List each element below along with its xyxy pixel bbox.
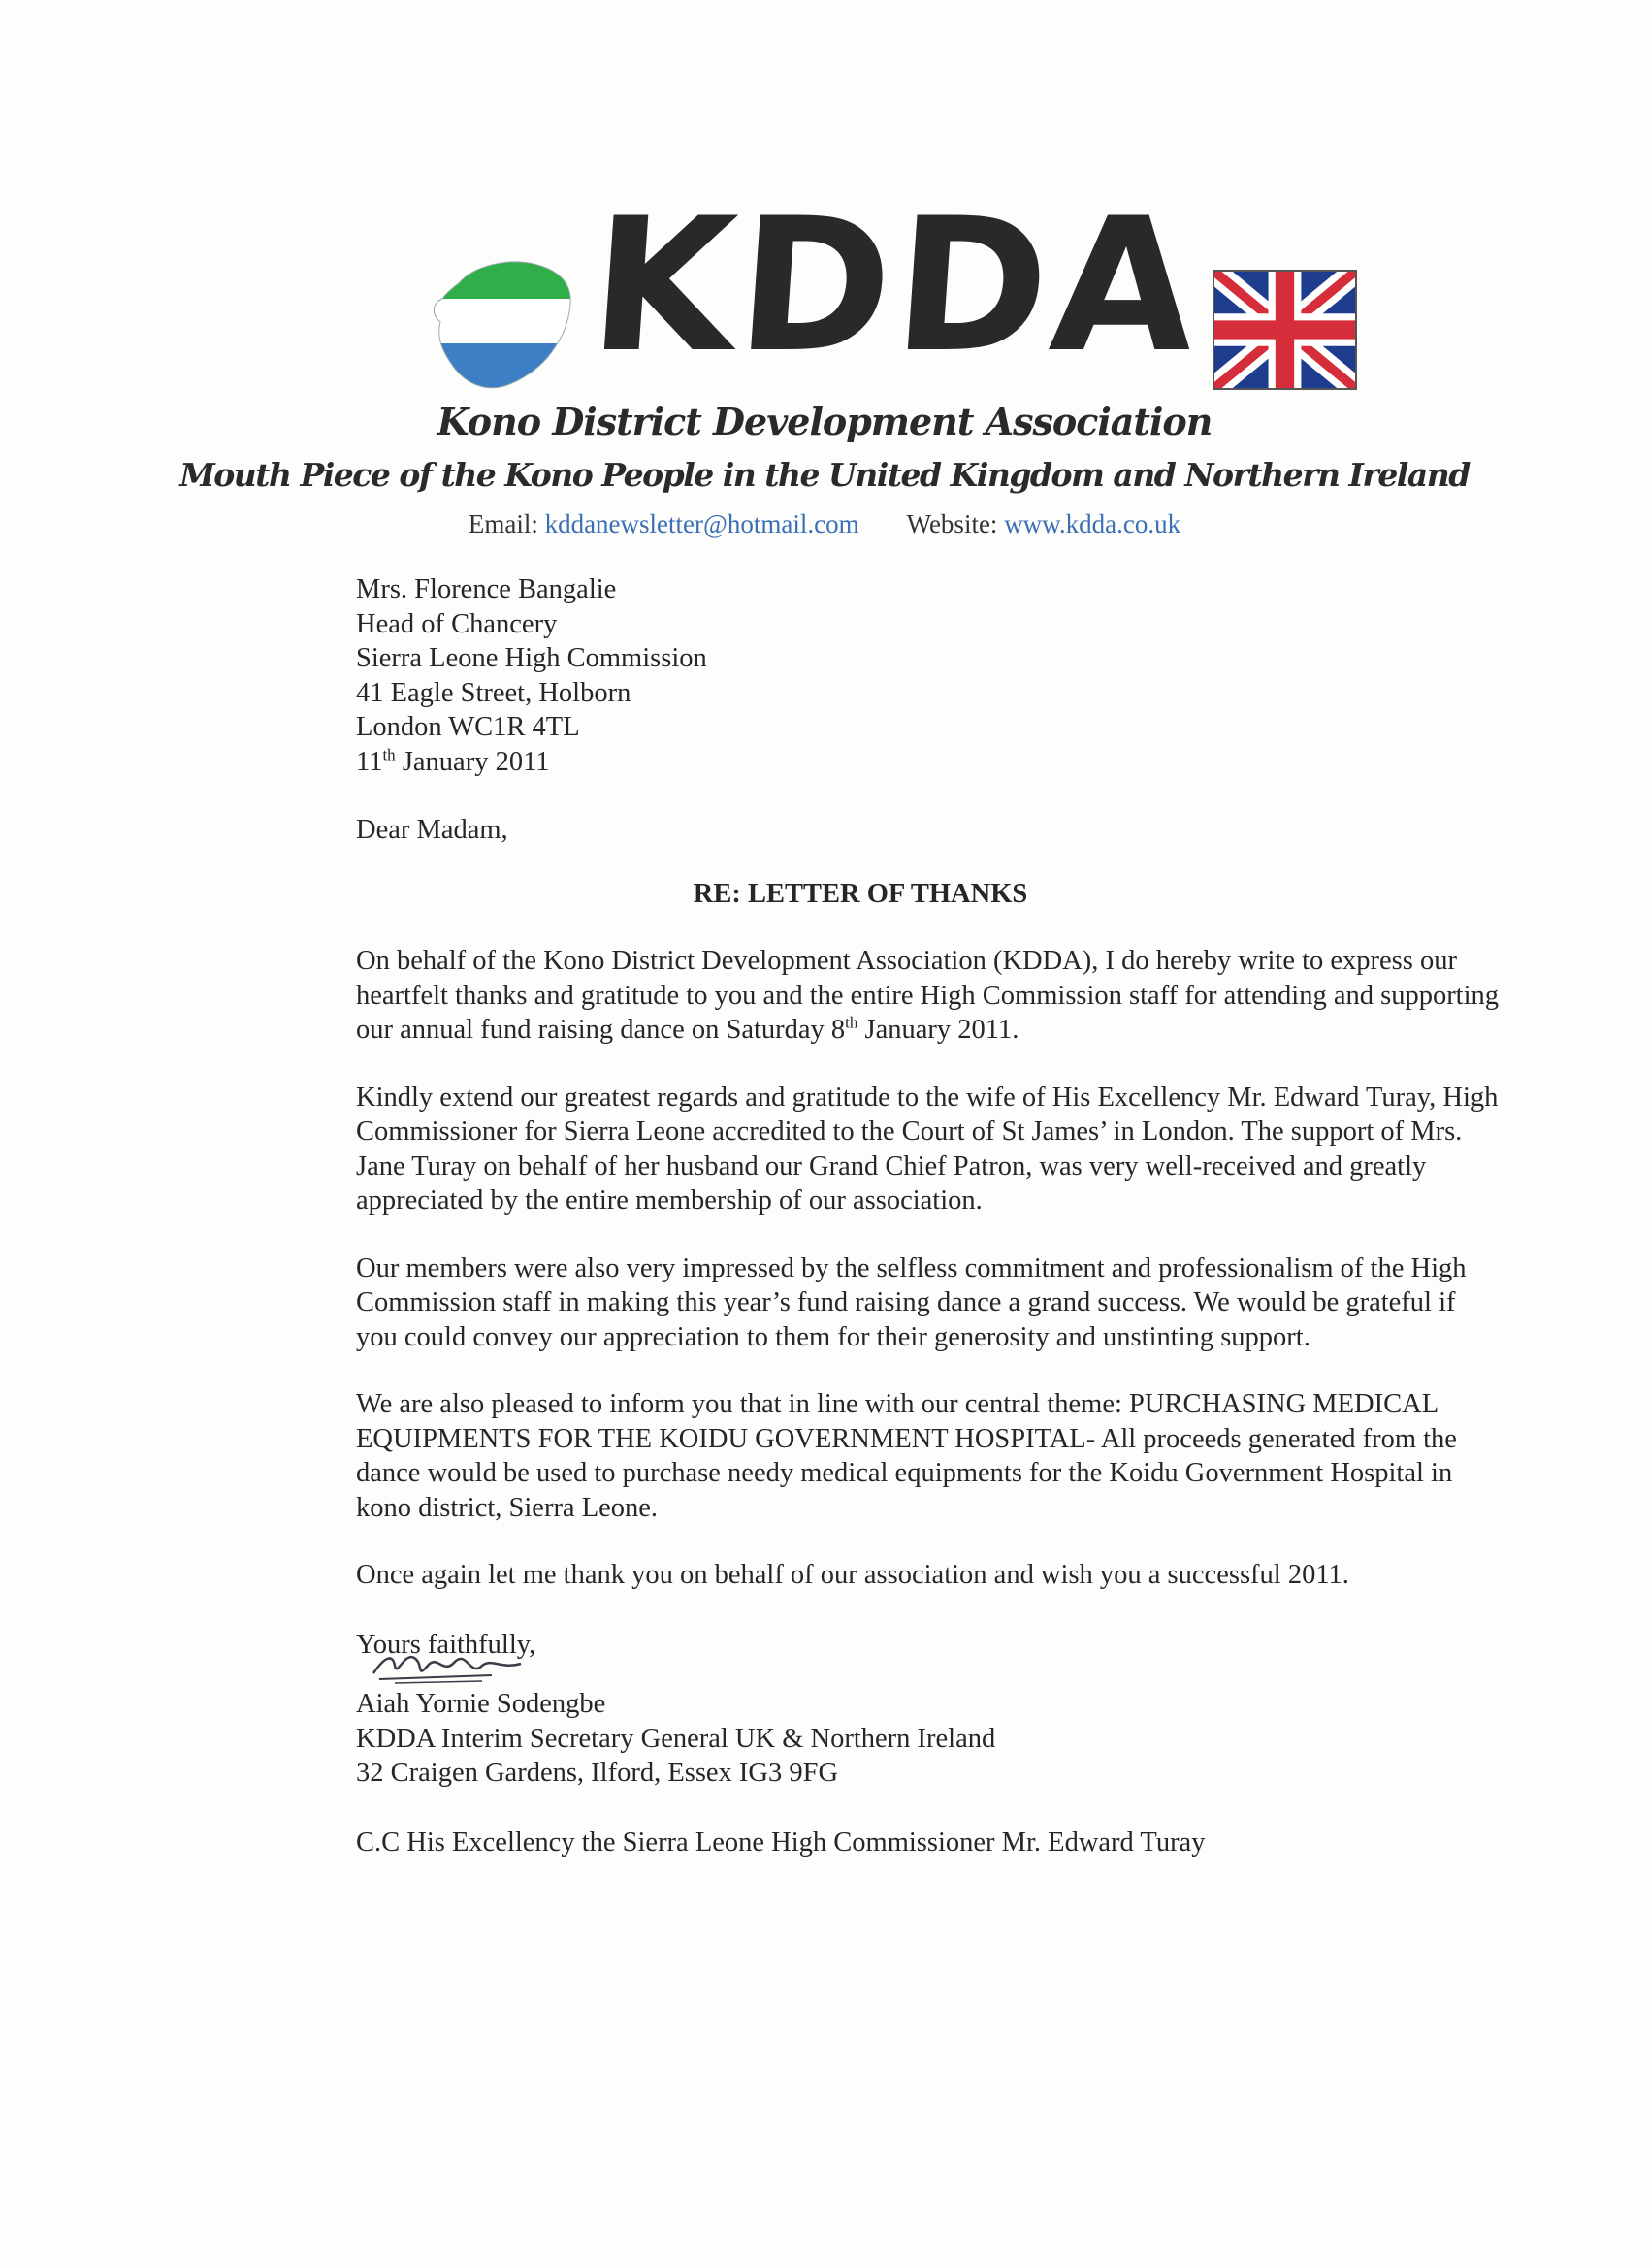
signature-icon <box>366 1636 531 1695</box>
organization-name: Kono District Development Association <box>436 400 1212 443</box>
recipient-name: Mrs. Florence Bangalie <box>356 574 617 604</box>
signer-name: Aiah Yornie Sodengbe <box>356 1689 606 1719</box>
handwritten-signature <box>356 1658 1501 1687</box>
recipient-street: 41 Eagle Street, Holborn <box>356 677 631 708</box>
recipient-org: Sierra Leone High Commission <box>356 643 707 673</box>
email-label: Email: <box>468 509 538 538</box>
signer-title: KDDA Interim Secretary General UK & Northern Ireland <box>356 1723 996 1754</box>
organization-tagline: Mouth Piece of the Kono People in the United Kingdom and Northern Ireland <box>179 456 1470 494</box>
paragraph-3: Our members were also very impressed by the selfless commitment and professionalism of the High Commission staff in making this year’s fund raising dance a grand success. We would be grateful if you could convey our appreciation to them for their generosity and unstinting support. <box>356 1252 1467 1352</box>
letterhead <box>0 178 1649 572</box>
website-label: Website: <box>906 509 998 538</box>
signature-block <box>356 1687 1501 1791</box>
recipient-address <box>356 572 1501 779</box>
closing: Yours faithfully, <box>356 1629 536 1660</box>
email-link[interactable]: kddanewsletter@hotmail.com <box>544 509 859 538</box>
sierra-leone-map-icon <box>425 244 580 400</box>
website-link[interactable]: www.kdda.co.uk <box>1004 509 1181 538</box>
contact-line <box>0 509 1649 539</box>
recipient-city: London WC1R 4TL <box>356 712 580 742</box>
subject-heading: RE: LETTER OF THANKS <box>693 878 1028 909</box>
signer-address: 32 Craigen Gardens, Ilford, Essex IG3 9FG <box>356 1758 839 1788</box>
paragraph-1: On behalf of the Kono District Development Association (KDDA), I do hereby write to express our heartfelt thanks and gratitude to you and the entire High Commission staff for attending and supporting our annual fund raising dance on Saturday 8th January 2011. <box>356 946 1500 1045</box>
letter-body <box>356 572 1501 1860</box>
recipient-title: Head of Chancery <box>356 608 558 639</box>
paragraph-4: We are also pleased to inform you that in line with our central theme: PURCHASING MEDICAL EQUIPMENTS FOR THE KOIDU GOVERNMENT HOSPITAL- All proceeds generated from the dance would be used to purchase needy medical equipments for the Koidu Government Hospital in kono district, Sierra Leone. <box>356 1389 1457 1523</box>
kdda-logo-text: KDDA <box>584 178 1207 393</box>
paragraph-2: Kindly extend our greatest regards and gratitude to the wife of His Excellency Mr. Edward Turay, High Commissioner for Sierra Leone accredited to the Court of St James’ in London. The support of Mrs. Jane Turay on behalf of her husband our Grand Chief Patron, was very well-received and greatly appreciated by the entire membership of our association. <box>356 1082 1499 1215</box>
union-jack-flag-icon <box>1212 270 1357 390</box>
salutation: Dear Madam, <box>356 815 508 845</box>
paragraph-5: Once again let me thank you on behalf of our association and wish you a successful 2011. <box>356 1560 1349 1590</box>
cc-line: C.C His Excellency the Sierra Leone High Commissioner Mr. Edward Turay <box>356 1827 1206 1858</box>
letter-date: 11th January 2011 <box>356 745 550 777</box>
